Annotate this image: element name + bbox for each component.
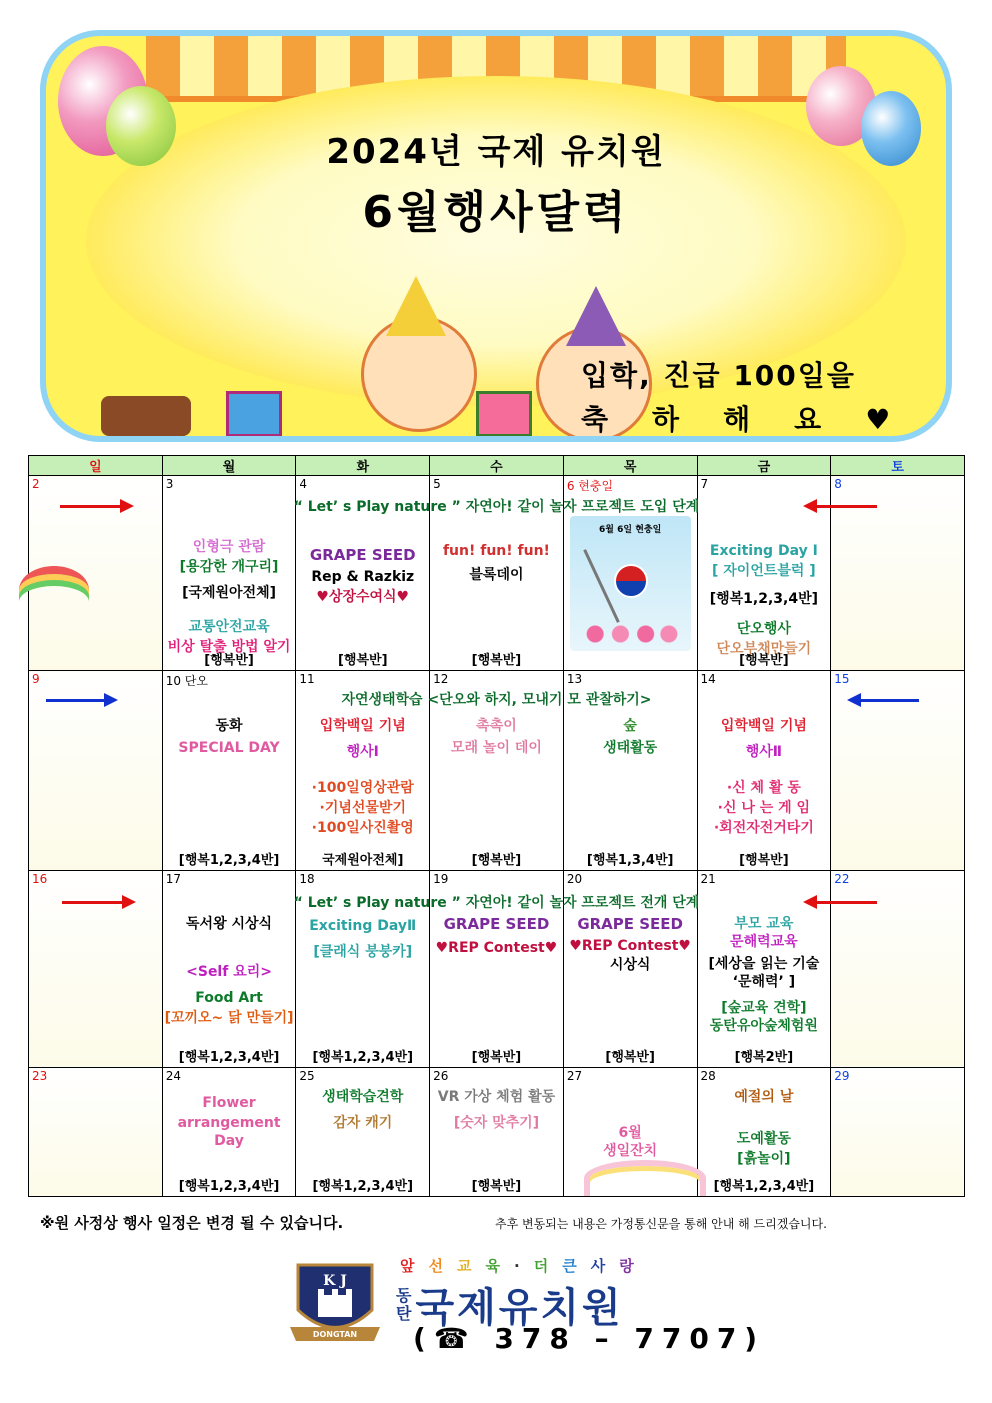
class-label: [행복1,2,3,4반] — [178, 1049, 280, 1065]
event-detail: [흙놀이] — [737, 1150, 791, 1167]
event-title: 촉촉이 — [476, 718, 517, 735]
date-number: 12 — [433, 672, 449, 687]
weekday-mon: 월 — [162, 456, 296, 476]
day-cell — [697, 1067, 831, 1196]
slogan-char: 큰 — [562, 1257, 591, 1275]
class-label: [행복반] — [204, 653, 254, 669]
event-target: [국제원아전체] — [182, 585, 277, 602]
event-title: 도예활동 — [736, 1130, 791, 1147]
event-title: [숲교육 견학] — [721, 999, 807, 1016]
class-label: [행복1,3,4반] — [586, 852, 674, 868]
class-label: [행복반] — [471, 1049, 522, 1065]
event-detail: 모래 놀이 데이 — [451, 740, 542, 757]
class-label: [행복1,2,3,4반] — [312, 1179, 414, 1194]
schedule-change-notice: ※원 사정상 행사 일정은 변경 될 수 있습니다. — [40, 1214, 344, 1232]
event-title: 예절의 날 — [734, 1088, 794, 1105]
arrow-right-icon — [46, 699, 106, 702]
school-area-char: 동 — [396, 1285, 412, 1305]
event-title: 동화 — [215, 718, 243, 735]
date-number: 2 — [32, 477, 40, 492]
date-number: 10 단오 — [165, 674, 208, 689]
slogan-char: 사 — [590, 1257, 620, 1275]
event-detail: ·신 체 활 동 — [726, 780, 801, 797]
arrow-right-icon — [60, 505, 122, 508]
week-project-banner: “ Let’ s Play nature ” 자연아! 같이 놀자 프로젝트 도입 단계 — [293, 499, 700, 515]
event-title: 부모 교육 — [734, 915, 794, 932]
class-label: [행복1,2,3,4반] — [178, 1179, 280, 1194]
arrow-left-icon — [815, 901, 877, 904]
event-title: 입학백일 기념 — [319, 718, 406, 735]
date-number: 4 — [299, 477, 308, 492]
event-title: VR 가상 체험 활동 — [437, 1088, 556, 1105]
class-label: [행복반] — [471, 1179, 522, 1194]
day-cell — [831, 1067, 965, 1196]
date-number: 19 — [433, 871, 449, 886]
class-label: 국제원아전체] — [322, 852, 404, 868]
day-cell — [563, 1067, 697, 1196]
celebration-message-line-1: 입학, 진급 100일을 — [581, 359, 856, 392]
gift-icon — [226, 391, 282, 437]
phone-number: (☎ 378 – 7707) — [413, 1322, 766, 1355]
rainbow-decoration — [584, 1160, 706, 1196]
event-detail: SPECIAL DAY — [178, 740, 280, 757]
cake-icon — [101, 396, 191, 436]
slogan-char: 교 — [457, 1257, 486, 1275]
event-title: 단오행사 — [736, 621, 791, 638]
class-label: [행복반] — [337, 653, 388, 669]
slogan-char: 앞 — [400, 1257, 429, 1275]
school-area — [396, 1287, 411, 1323]
event-detail: ·100일사진촬영 — [311, 820, 414, 837]
weekday-sat: 토 — [831, 456, 965, 476]
logo-ribbon-text: DONGTAN — [312, 1330, 358, 1339]
slogan-char: 육 — [485, 1257, 514, 1275]
class-label: [행복반] — [471, 653, 522, 669]
weekday-fri: 금 — [697, 456, 831, 476]
date-number: 26 — [433, 1068, 449, 1083]
event-detail: 동탄유아숲체험원 — [709, 1017, 818, 1034]
date-number: 13 — [566, 672, 583, 687]
event-title: 행사Ⅱ — [745, 744, 782, 761]
event-title: fun! fun! fun! — [442, 543, 550, 560]
date-number: 29 — [834, 1068, 850, 1083]
celebration-message-text: 축하해요 — [581, 403, 866, 436]
event-detail: [세상을 읽는 기술 — [708, 955, 820, 972]
event-detail: Rep & Razkiz — [311, 569, 415, 586]
class-label: [행복1,2,3,4반] — [178, 852, 280, 868]
event-title: 독서왕 시상식 — [186, 915, 273, 932]
date-number: 24 — [165, 1068, 181, 1083]
date-number: 9 — [32, 672, 40, 687]
weekday-header-row — [29, 456, 965, 476]
event-detail: [숫자 맞추기] — [453, 1114, 540, 1131]
event-title: GRAPE SEED — [309, 546, 416, 565]
date-number: 16 — [32, 871, 48, 886]
event-detail: ♥REP Contest♥ — [569, 937, 691, 954]
date-number: 18 — [299, 871, 315, 886]
weekday-thu: 목 — [563, 456, 697, 476]
event-title: 생일잔치 — [603, 1142, 658, 1159]
event-title: 생태학습견학 — [322, 1088, 404, 1105]
event-title: 행사Ⅰ — [346, 744, 379, 761]
date-number: 25 — [299, 1068, 315, 1083]
date-number: 22 — [834, 871, 850, 886]
logo-initials: K J — [323, 1273, 347, 1289]
date-number: 14 — [700, 672, 716, 687]
arrow-left-icon — [815, 505, 877, 508]
memorial-day-illustration — [570, 516, 691, 651]
flowers-decoration — [580, 623, 681, 645]
date-number: 15 — [834, 672, 850, 687]
event-detail: ‘문해력’ ] — [732, 973, 796, 990]
class-label: [행복반] — [471, 852, 522, 868]
event-detail: ·회전자전거타기 — [713, 820, 814, 837]
event-title: Exciting Day Ⅰ — [709, 543, 818, 560]
school-logo — [288, 1255, 382, 1347]
class-label: [행복1,2,3,4반] — [312, 1049, 414, 1065]
date-number: 23 — [32, 1068, 48, 1083]
class-label: [행복반] — [605, 1049, 655, 1065]
event-detail: ·신 나 는 게 임 — [717, 800, 811, 817]
slogan-char: 랑 — [619, 1257, 648, 1275]
event-title: GRAPE SEED — [443, 914, 550, 933]
date-number: 8 — [834, 477, 842, 492]
event-title: 문해력교육 — [730, 933, 798, 950]
date-number: 5 — [433, 477, 441, 492]
event-title: 인형극 관람 — [192, 539, 266, 556]
date-number: 11 — [299, 672, 315, 687]
event-detail: ♥REP Contest♥ — [435, 939, 558, 956]
weekday-tue: 화 — [296, 456, 430, 476]
day-cell — [162, 1067, 296, 1196]
date-number: 17 — [165, 871, 181, 886]
event-detail: ·100일영상관람 — [311, 780, 414, 797]
class-label: [행복반] — [739, 852, 789, 868]
weekday-sun: 일 — [29, 456, 163, 476]
school-name-text: 국제유치원 — [415, 1285, 624, 1331]
event-detail: 시상식 — [609, 956, 651, 973]
week-project-banner: “ Let’ s Play nature ” 자연아! 같이 놀자 프로젝트 전개 단계 — [293, 895, 700, 911]
gift-icon — [476, 391, 532, 437]
slogan-char: 더 — [533, 1257, 563, 1275]
illustration-caption: 6월 6일 현충일 — [599, 525, 662, 536]
date-number: 21 — [700, 871, 716, 886]
event-title: GRAPE SEED — [577, 914, 683, 933]
event-title: Flower — [202, 1094, 256, 1111]
event-title: <Self 요리> — [186, 963, 272, 980]
event-detail: 블록데이 — [469, 567, 524, 584]
arrow-left-icon — [859, 699, 919, 702]
event-detail: 생태활동 — [603, 740, 658, 757]
event-title: 숲 — [623, 718, 637, 735]
arrow-right-icon — [62, 901, 124, 904]
event-title: 교통안전교육 — [188, 619, 270, 636]
school-slogan — [400, 1255, 648, 1276]
event-detail: [용감한 개구리] — [179, 559, 279, 576]
event-target: [행복1,2,3,4반] — [709, 591, 819, 608]
week-project-banner: 자연생태학습 <단오와 하지, 모내기 모 관찰하기> — [341, 692, 652, 708]
event-detail: [클래식 붕붕카] — [313, 943, 413, 960]
rainbow-decoration — [19, 566, 89, 614]
week-row — [29, 1067, 965, 1196]
title-line-1: 2024년 국제 유치원 — [326, 132, 666, 172]
event-detail: [꼬끼오~ 닭 만들기] — [164, 1009, 294, 1026]
taegeuk-flag-icon — [614, 564, 648, 598]
day-cell — [296, 1067, 430, 1196]
title-line-2: 6월행사달력 — [362, 187, 630, 238]
event-title: arrangement Day — [177, 1114, 281, 1149]
event-detail: 단오부채만들기 — [716, 641, 812, 658]
party-hat-icon — [566, 286, 626, 346]
header-banner — [40, 30, 952, 442]
event-detail: Food Art — [195, 989, 263, 1006]
heart-icon: ♥ — [865, 403, 891, 436]
date-number: 6 현충일 — [566, 479, 614, 494]
party-hat-icon — [386, 276, 446, 336]
day-cell — [29, 1067, 163, 1196]
event-detail: ♥상장수여식♥ — [316, 589, 410, 606]
event-detail: 비상 탈출 방법 알기 — [167, 639, 291, 656]
event-detail: [ 자이언트블럭 ] — [712, 563, 816, 580]
event-title: 입학백일 기념 — [720, 718, 807, 735]
date-number: 20 — [566, 871, 583, 886]
event-detail: 감자 캐기 — [333, 1114, 393, 1131]
event-title: 6월 — [618, 1124, 642, 1141]
event-detail: ·기념선물받기 — [319, 800, 406, 817]
celebration-message-line-2 — [581, 398, 901, 438]
slogan-char: 선 — [428, 1257, 457, 1275]
slogan-char: · — [514, 1257, 534, 1275]
class-label: [행복반] — [739, 653, 789, 669]
date-number: 27 — [566, 1068, 583, 1083]
day-cell — [430, 1067, 564, 1196]
date-number: 3 — [165, 477, 174, 492]
school-area-char: 탄 — [396, 1303, 412, 1323]
class-label: [행복2반] — [734, 1049, 794, 1065]
notice-detail: 추후 변동되는 내용은 가정통신문을 통해 안내 해 드리겠습니다. — [495, 1217, 827, 1231]
date-number: 7 — [700, 477, 709, 492]
date-number: 28 — [700, 1068, 716, 1083]
event-title: Exciting DayⅡ — [309, 917, 417, 934]
event-calendar — [28, 455, 965, 1197]
weekday-wed: 수 — [430, 456, 564, 476]
class-label: [행복1,2,3,4반] — [713, 1179, 815, 1194]
